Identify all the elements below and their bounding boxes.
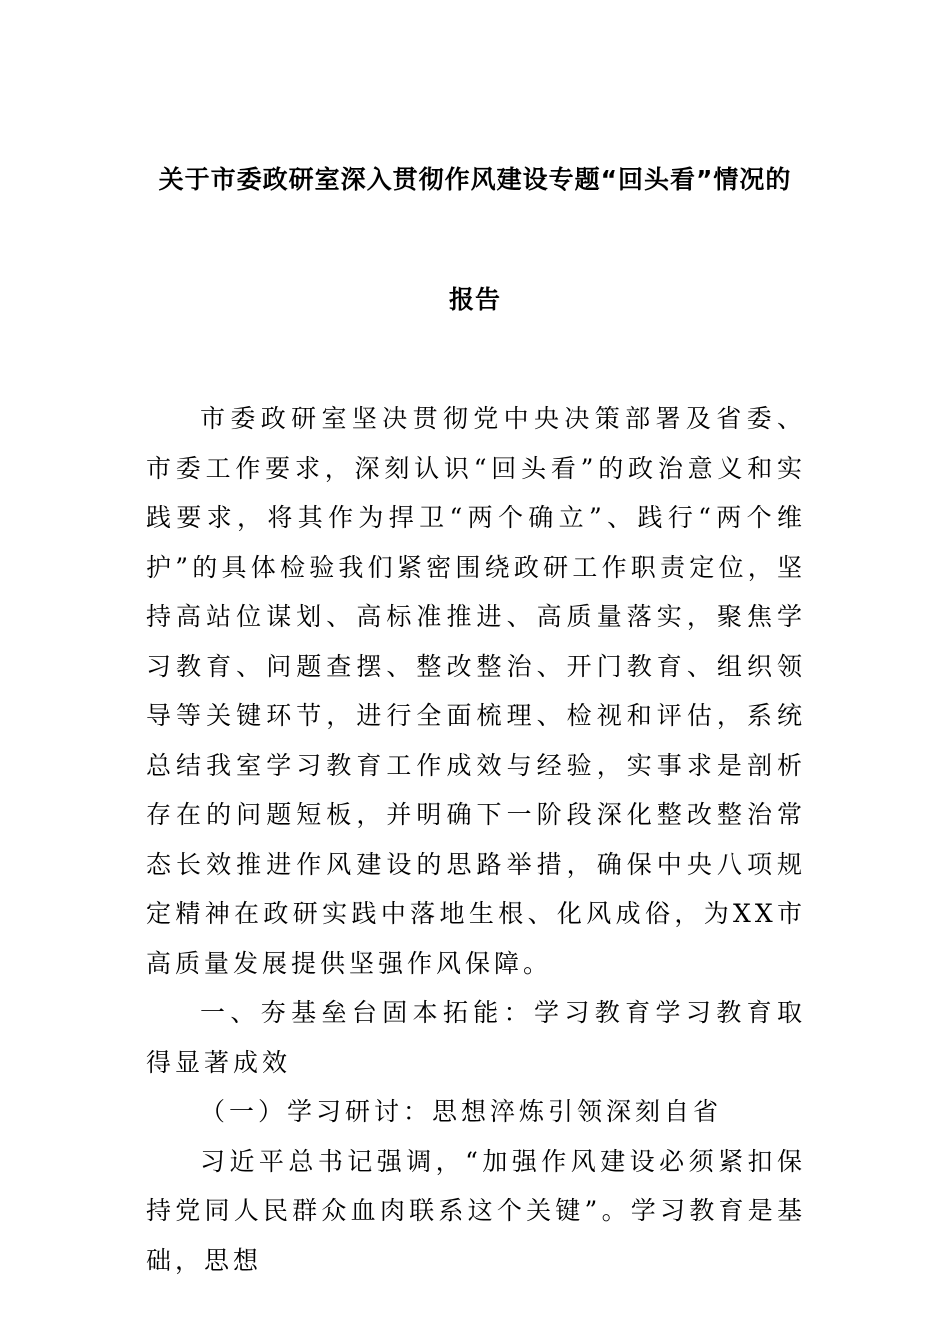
subsection-heading-1: （一）学习研讨：思想淬炼引领深刻自省 [200, 1097, 723, 1126]
intro-paragraph: 市委政研室坚决贯彻党中央决策部署及省委、市委工作要求，深刻认识“回头看”的政治意义和实践要求，将其作为捍卫“两个确立”、践行“两个维护”的具体检验我们紧密围绕政研工作职责定位，坚持高站位谋划、高标准推进、高质量落实，聚焦学习教育、问题查摆、整改整治、开门教育、组织领导等关键环节，进行全面梳理、检视和评估，系统总结我室学习教育工作成效与经验，实事求是剖析存在的问题短板，并明确下一阶段深化整改整治常态长效推进作风建设的思路举措，确保中央八项规定精神在政研实践中落地生根、化风成俗，为XX市高质量发展提供坚强作风保障。 [146, 404, 806, 978]
section-heading-1: 一、夯基垒台固本拓能：学习教育学习教育取得显著成效 [146, 998, 806, 1077]
document-title-line2: 报告 [448, 285, 501, 314]
body-paragraph-2: 习近平总书记强调，“加强作风建设必须紧扣保持党同人民群众血肉联系这个关键”。学习教育是基础，思想 [146, 1146, 806, 1275]
document-title-line1: 关于市委政研室深入贯彻作风建设专题“回头看”情况的 [158, 165, 792, 194]
document-body [146, 394, 806, 1285]
